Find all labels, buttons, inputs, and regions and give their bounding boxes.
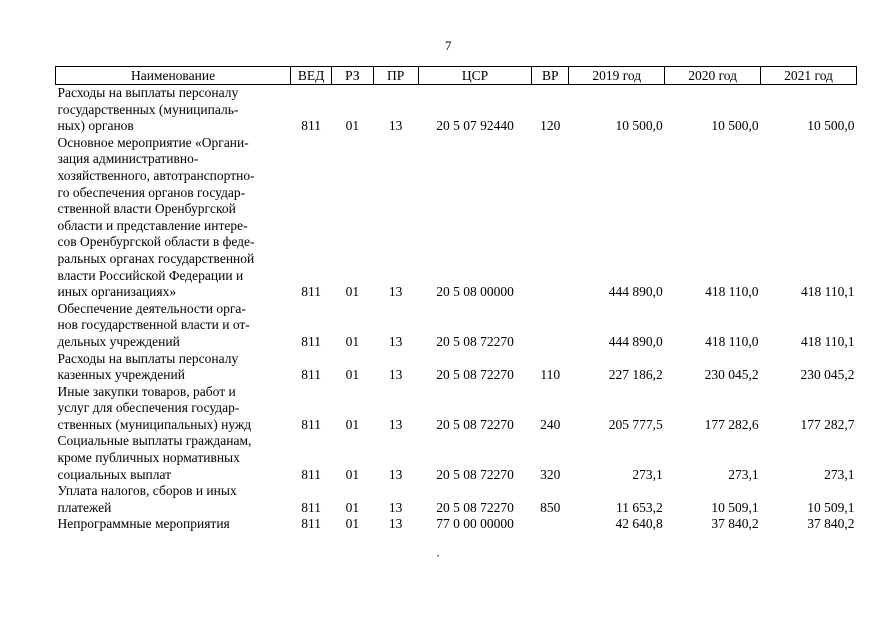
row-2021: 418 110,1 <box>801 284 855 300</box>
row-vr <box>532 135 569 301</box>
row-ved: 811 <box>301 284 322 300</box>
row-ved: 811 <box>301 516 322 532</box>
row-name-cell <box>56 301 291 351</box>
row-vr: 110 <box>540 367 561 383</box>
table-row <box>56 516 857 533</box>
row-pr: 13 <box>388 118 403 134</box>
row-2021: 418 110,1 <box>801 333 855 349</box>
row-name-cell <box>56 384 291 434</box>
row-2020: 418 110,0 <box>705 284 759 300</box>
row-vr: 120 <box>540 118 561 134</box>
row-vr: 240 <box>540 416 561 432</box>
row-ved: 811 <box>301 499 322 515</box>
table-row <box>56 433 857 483</box>
header-rz: РЗ <box>332 67 373 85</box>
row-2019: 273,1 <box>632 466 663 482</box>
row-2021: 273,1 <box>824 466 855 482</box>
row-name: Обеспечение деятельности орга- нов государственной власти и от- дельных учреждений <box>57 300 250 349</box>
row-pr: 13 <box>388 416 403 432</box>
row-name: Социальные выплаты гражданам, кроме публичных нормативных социальных выплат <box>57 433 252 482</box>
row-ved: 811 <box>301 333 322 349</box>
row-csr: 20 5 08 72270 <box>436 499 514 515</box>
row-2020: 418 110,0 <box>705 333 759 349</box>
row-name-cell <box>56 351 291 384</box>
header-name: Наименование <box>56 67 291 85</box>
row-2020: 273,1 <box>728 466 759 482</box>
row-pr: 13 <box>388 466 403 482</box>
row-ved: 811 <box>301 416 322 432</box>
row-2019: 205 777,5 <box>608 416 663 432</box>
row-name: Расходы на выплаты персоналу казенных учреждений <box>57 350 239 383</box>
row-ved: 811 <box>301 466 322 482</box>
row-2019: 444 890,0 <box>608 284 663 300</box>
row-name: Основное мероприятие «Органи- зация административно- хозяйственного, автотранспортно- го обеспечения органов государ- ственной власти Оренбургской области и представление интере- сов Оренбургской области в феде- ральных органах государственной власти Российской Федерации и иных организациях» <box>57 134 255 300</box>
row-vr <box>532 516 569 533</box>
budget-table <box>55 66 857 533</box>
row-name: Уплата налогов, сборов и иных платежей <box>57 483 237 515</box>
row-csr: 20 5 08 72270 <box>436 367 514 383</box>
row-pr: 13 <box>388 367 403 383</box>
row-pr: 13 <box>388 284 403 300</box>
row-csr: 20 5 08 00000 <box>436 284 514 300</box>
row-rz: 01 <box>345 499 360 515</box>
row-name: Иные закупки товаров, работ и услуг для обеспечения государ- ственных (муниципальных) нужд <box>57 383 252 432</box>
row-rz: 01 <box>345 333 360 349</box>
header-csr: ЦСР <box>418 67 531 85</box>
row-vr: 320 <box>540 466 561 482</box>
table-row <box>56 351 857 384</box>
row-rz: 01 <box>345 367 360 383</box>
header-ved: ВЕД <box>291 67 332 85</box>
table-row <box>56 135 857 301</box>
table-row <box>56 483 857 516</box>
row-ved: 811 <box>301 367 322 383</box>
row-name-cell <box>56 85 291 135</box>
row-2019: 42 640,8 <box>615 516 663 532</box>
row-csr: 20 5 08 72270 <box>436 333 514 349</box>
row-rz: 01 <box>345 284 360 300</box>
row-pr: 13 <box>388 499 403 515</box>
row-2019: 227 186,2 <box>608 367 663 383</box>
row-2020: 230 045,2 <box>704 367 759 383</box>
header-2020: 2020 год <box>665 67 761 85</box>
row-pr: 13 <box>388 516 403 532</box>
row-2019: 11 653,2 <box>615 499 663 515</box>
row-2020: 10 500,0 <box>711 118 759 134</box>
row-2021: 10 509,1 <box>807 499 855 515</box>
row-ved: 811 <box>301 118 322 134</box>
row-rz: 01 <box>345 416 360 432</box>
row-csr: 77 0 00 00000 <box>436 516 514 532</box>
row-rz: 01 <box>345 466 360 482</box>
row-2019: 444 890,0 <box>608 333 663 349</box>
row-2021: 37 840,2 <box>807 516 855 532</box>
row-name-cell <box>56 135 291 301</box>
row-rz: 01 <box>345 118 360 134</box>
row-vr: 850 <box>540 499 561 515</box>
row-2020: 10 509,1 <box>711 499 759 515</box>
row-pr: 13 <box>388 333 403 349</box>
header-vr: ВР <box>532 67 569 85</box>
header-2021: 2021 год <box>761 67 857 85</box>
row-2021: 177 282,7 <box>800 416 855 432</box>
row-csr: 20 5 07 92440 <box>436 118 514 134</box>
row-csr: 20 5 08 72270 <box>436 466 514 482</box>
row-name: Расходы на выплаты персоналу государственных (муниципаль- ных) органов <box>57 85 239 134</box>
row-csr: 20 5 08 72270 <box>436 416 514 432</box>
row-2021: 230 045,2 <box>800 367 855 383</box>
row-2020: 177 282,6 <box>704 416 759 432</box>
row-2019: 10 500,0 <box>615 118 663 134</box>
header-pr: ПР <box>373 67 418 85</box>
page-number: 7 <box>445 38 452 53</box>
row-name-cell <box>56 516 291 533</box>
row-name-cell <box>56 433 291 483</box>
table-row <box>56 85 857 135</box>
header-2019: 2019 год <box>569 67 665 85</box>
row-rz: 01 <box>345 516 360 532</box>
row-vr <box>532 301 569 351</box>
row-2021: 10 500,0 <box>807 118 855 134</box>
scan-speck: · <box>436 548 441 563</box>
table-row <box>56 384 857 434</box>
table-row <box>56 301 857 351</box>
row-2020: 37 840,2 <box>711 516 759 532</box>
row-name-cell <box>56 483 291 516</box>
row-name: Непрограммные мероприятия <box>57 516 230 532</box>
table-header-row <box>56 67 857 85</box>
